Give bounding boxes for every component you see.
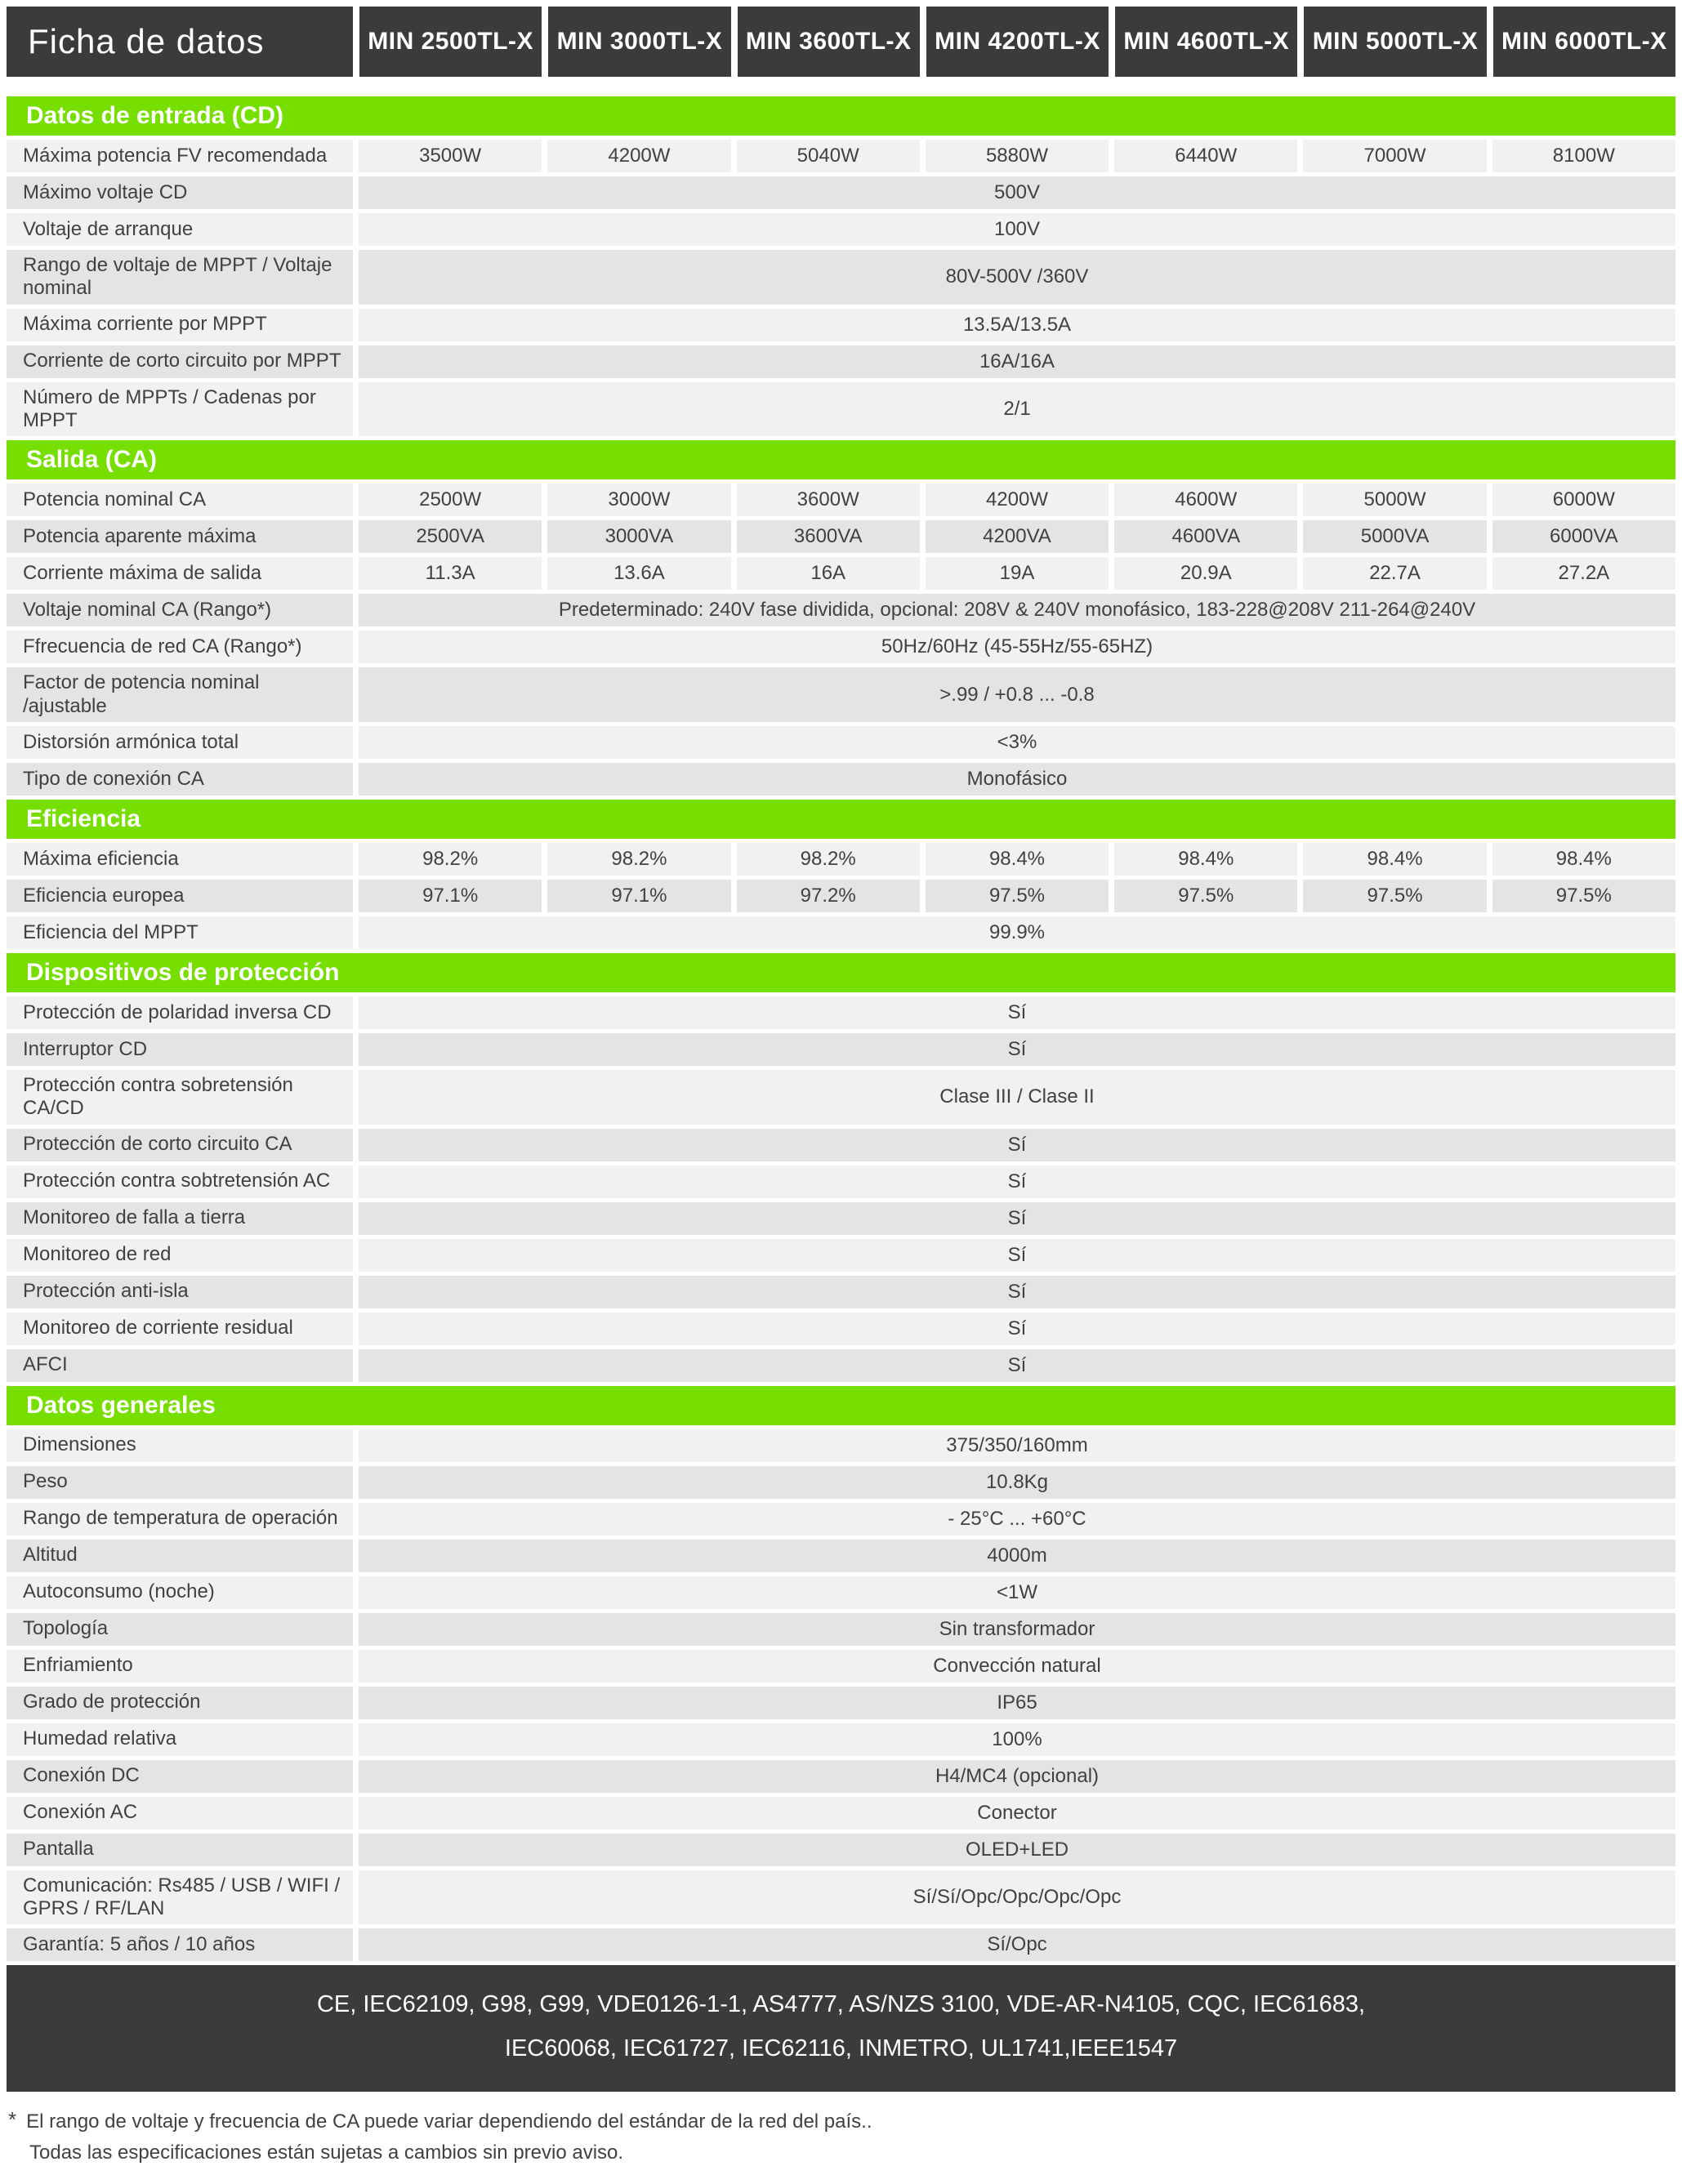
row-label: Rango de temperatura de operación (7, 1503, 353, 1535)
row-value: <3% (359, 726, 1675, 759)
spec-row (7, 176, 1675, 209)
model-value-cell: 8100W (1492, 140, 1675, 172)
row-value: OLED+LED (359, 1834, 1675, 1866)
row-value: 10.8Kg (359, 1466, 1675, 1499)
row-label: Interruptor CD (7, 1033, 353, 1066)
model-value-cell: 3500W (359, 140, 542, 172)
row-value: 50Hz/60Hz (45-55Hz/55-65HZ) (359, 631, 1675, 663)
row-value: 13.5A/13.5A (359, 309, 1675, 341)
certifications-line: IEC60068, IEC61727, IEC62116, INMETRO, UL1741,IEEE1547 (504, 2035, 1178, 2061)
model-value-cell: 11.3A (359, 557, 542, 590)
row-label: Máximo voltaje CD (7, 176, 353, 209)
spec-row (7, 1129, 1675, 1161)
certifications-line: CE, IEC62109, G98, G99, VDE0126-1-1, AS4777, AS/NZS 3100, VDE-AR-N4105, CQC, IEC61683, (316, 1991, 1366, 2018)
spec-row (7, 1466, 1675, 1499)
spec-row (7, 520, 1675, 553)
model-value-cell: 7000W (1303, 140, 1486, 172)
spec-row (7, 1687, 1675, 1719)
model-value-cell: 4200W (926, 484, 1109, 516)
model-value-cell: 19A (926, 557, 1109, 590)
row-label: Dimensiones (7, 1429, 353, 1462)
model-column-header: MIN 5000TL-X (1304, 7, 1486, 77)
model-value-cell: 5040W (737, 140, 920, 172)
row-label: Pantalla (7, 1834, 353, 1866)
model-value-cell: 98.4% (926, 843, 1109, 876)
row-value: Sí/Opc (359, 1928, 1675, 1961)
model-value-cell: 97.5% (1114, 880, 1297, 912)
row-label: Potencia nominal CA (7, 484, 353, 516)
spec-row (7, 1503, 1675, 1535)
section-header: Salida (CA) (7, 440, 1675, 479)
row-label: Número de MPPTs / Cadenas por MPPT (7, 382, 353, 437)
row-value: 99.9% (359, 916, 1675, 949)
spec-row (7, 1928, 1675, 1961)
row-value: <1W (359, 1576, 1675, 1609)
spec-row (7, 557, 1675, 590)
model-value-cell: 2500VA (359, 520, 542, 553)
row-value: Sí/Sí/Opc/Opc/Opc/Opc (359, 1870, 1675, 1925)
row-label: Conexión AC (7, 1797, 353, 1830)
model-value-cell: 4200W (547, 140, 730, 172)
model-value-cell: 98.2% (359, 843, 542, 876)
model-value-cell: 6000W (1492, 484, 1675, 516)
row-label: Corriente máxima de salida (7, 557, 353, 590)
spec-row (7, 880, 1675, 912)
row-label: Monitoreo de falla a tierra (7, 1202, 353, 1235)
spec-row (7, 996, 1675, 1029)
model-value-cell: 16A (737, 557, 920, 590)
row-label: Potencia aparente máxima (7, 520, 353, 553)
spec-row (7, 631, 1675, 663)
spec-row (7, 726, 1675, 759)
spec-row (7, 1760, 1675, 1793)
model-value-cell: 97.5% (926, 880, 1109, 912)
spec-row (7, 594, 1675, 626)
spec-row (7, 1540, 1675, 1572)
row-value: 100V (359, 213, 1675, 246)
spec-row (7, 1576, 1675, 1609)
certifications-bar (7, 1965, 1675, 2092)
row-value: Predeterminado: 240V fase dividida, opcional: 208V & 240V monofásico, 183-228@208V 211-264@240V (359, 594, 1675, 626)
section-header: Eficiencia (7, 800, 1675, 839)
row-cells (359, 520, 1675, 553)
row-label: Eficiencia del MPPT (7, 916, 353, 949)
row-value: H4/MC4 (opcional) (359, 1760, 1675, 1793)
model-value-cell: 97.5% (1492, 880, 1675, 912)
datasheet-header (7, 7, 1675, 77)
model-column-header: MIN 2500TL-X (359, 7, 542, 77)
model-value-cell: 6000VA (1492, 520, 1675, 553)
row-value: Clase III / Clase II (359, 1070, 1675, 1125)
model-value-cell: 98.4% (1114, 843, 1297, 876)
row-label: Corriente de corto circuito por MPPT (7, 345, 353, 378)
spec-row (7, 309, 1675, 341)
model-value-cell: 5000W (1303, 484, 1486, 516)
row-value: 16A/16A (359, 345, 1675, 378)
row-value: Sí (359, 996, 1675, 1029)
row-label: Protección anti-isla (7, 1276, 353, 1308)
model-value-cell: 3000W (547, 484, 730, 516)
model-value-cell: 97.1% (547, 880, 730, 912)
spec-row (7, 1276, 1675, 1308)
row-label: Conexión DC (7, 1760, 353, 1793)
model-column-header: MIN 3000TL-X (548, 7, 730, 77)
spec-row (7, 1613, 1675, 1646)
row-value: Conector (359, 1797, 1675, 1830)
row-value: Sí (359, 1202, 1675, 1235)
spec-row (7, 1797, 1675, 1830)
row-value: Sí (359, 1129, 1675, 1161)
row-cells (359, 843, 1675, 876)
spec-row (7, 345, 1675, 378)
model-value-cell: 3600W (737, 484, 920, 516)
model-column-header: MIN 4200TL-X (926, 7, 1109, 77)
row-label: Voltaje de arranque (7, 213, 353, 246)
row-label: Humedad relativa (7, 1723, 353, 1756)
model-value-cell: 97.2% (737, 880, 920, 912)
spec-row (7, 667, 1675, 722)
spec-row (7, 484, 1675, 516)
row-cells (359, 557, 1675, 590)
row-label: Grado de protección (7, 1687, 353, 1719)
row-label: Topología (7, 1613, 353, 1646)
model-column-header: MIN 4600TL-X (1115, 7, 1297, 77)
row-label: Máxima eficiencia (7, 843, 353, 876)
row-value: Monofásico (359, 763, 1675, 796)
model-value-cell: 4200VA (926, 520, 1109, 553)
model-value-cell: 20.9A (1114, 557, 1297, 590)
spec-row (7, 1202, 1675, 1235)
row-label: Rango de voltaje de MPPT / Voltaje nominal (7, 250, 353, 305)
spec-row (7, 1650, 1675, 1683)
spec-row (7, 843, 1675, 876)
spec-row (7, 1429, 1675, 1462)
row-value: >.99 / +0.8 ... -0.8 (359, 667, 1675, 722)
row-label: Monitoreo de corriente residual (7, 1313, 353, 1345)
row-cells (359, 880, 1675, 912)
spec-row (7, 1070, 1675, 1125)
model-value-cell: 27.2A (1492, 557, 1675, 590)
spec-row (7, 382, 1675, 437)
row-label: Peso (7, 1466, 353, 1499)
row-label: Monitoreo de red (7, 1239, 353, 1272)
spec-row (7, 1870, 1675, 1925)
row-value: Sí (359, 1276, 1675, 1308)
model-value-cell: 98.4% (1492, 843, 1675, 876)
model-value-cell: 22.7A (1303, 557, 1486, 590)
row-label: Distorsión armónica total (7, 726, 353, 759)
row-label: Autoconsumo (noche) (7, 1576, 353, 1609)
footnote-line (8, 2106, 1667, 2137)
model-value-cell: 97.1% (359, 880, 542, 912)
model-value-cell: 4600W (1114, 484, 1297, 516)
row-label: Factor de potencia nominal /ajustable (7, 667, 353, 722)
row-label: Tipo de conexión CA (7, 763, 353, 796)
row-label: Enfriamiento (7, 1650, 353, 1683)
model-value-cell: 98.2% (737, 843, 920, 876)
row-label: Protección de corto circuito CA (7, 1129, 353, 1161)
spec-row (7, 1349, 1675, 1382)
spec-row (7, 250, 1675, 305)
model-value-cell: 6440W (1114, 140, 1297, 172)
spec-row (7, 140, 1675, 172)
spec-row (7, 213, 1675, 246)
row-value: - 25°C ... +60°C (359, 1503, 1675, 1535)
row-value: 2/1 (359, 382, 1675, 437)
row-label: Protección contra sobretensión CA/CD (7, 1070, 353, 1125)
row-value: 100% (359, 1723, 1675, 1756)
row-value: 4000m (359, 1540, 1675, 1572)
model-value-cell: 4600VA (1114, 520, 1297, 553)
spec-row (7, 1239, 1675, 1272)
spec-row (7, 763, 1675, 796)
row-cells (359, 140, 1675, 172)
row-label: Comunicación: Rs485 / USB / WIFI / GPRS / RF/LAN (7, 1870, 353, 1925)
row-label: Máxima corriente por MPPT (7, 309, 353, 341)
asterisk-marker: * (8, 2107, 17, 2133)
page-title: Ficha de datos (7, 7, 353, 77)
row-label: Garantía: 5 años / 10 años (7, 1928, 353, 1961)
model-column-header: MIN 3600TL-X (738, 7, 920, 77)
row-label: Ffrecuencia de red CA (Rango*) (7, 631, 353, 663)
model-value-cell: 5000VA (1303, 520, 1486, 553)
model-value-cell: 2500W (359, 484, 542, 516)
model-value-cell: 97.5% (1303, 880, 1486, 912)
model-value-cell: 5880W (926, 140, 1109, 172)
section-header: Dispositivos de protección (7, 953, 1675, 992)
row-label: Eficiencia europea (7, 880, 353, 912)
row-value: Sí (359, 1239, 1675, 1272)
row-label: Protección contra sobtretensión AC (7, 1166, 353, 1198)
spec-row (7, 1166, 1675, 1198)
spec-row (7, 1723, 1675, 1756)
row-value: Sí (359, 1033, 1675, 1066)
row-value: Sí (359, 1313, 1675, 1345)
row-value: 375/350/160mm (359, 1429, 1675, 1462)
section-header: Datos generales (7, 1386, 1675, 1425)
row-label: Protección de polaridad inversa CD (7, 996, 353, 1029)
row-value: 80V-500V /360V (359, 250, 1675, 305)
row-cells (359, 484, 1675, 516)
footnote (7, 2103, 1675, 2183)
model-value-cell: 98.4% (1303, 843, 1486, 876)
spec-row (7, 916, 1675, 949)
model-column-header: MIN 6000TL-X (1493, 7, 1675, 77)
row-value: Sí (359, 1166, 1675, 1198)
row-label: AFCI (7, 1349, 353, 1382)
row-value: 500V (359, 176, 1675, 209)
spec-row (7, 1033, 1675, 1066)
model-value-cell: 3000VA (547, 520, 730, 553)
model-value-cell: 13.6A (547, 557, 730, 590)
spec-row (7, 1834, 1675, 1866)
section-header: Datos de entrada (CD) (7, 96, 1675, 136)
row-value: Sí (359, 1349, 1675, 1382)
row-value: Sin transformador (359, 1613, 1675, 1646)
spec-table (7, 96, 1675, 1961)
spec-row (7, 1313, 1675, 1345)
row-label: Máxima potencia FV recomendada (7, 140, 353, 172)
row-label: Altitud (7, 1540, 353, 1572)
footnote-text: Todas las especificaciones están sujetas a cambios sin previo aviso. (29, 2141, 624, 2164)
model-value-cell: 3600VA (737, 520, 920, 553)
row-value: IP65 (359, 1687, 1675, 1719)
row-label: Voltaje nominal CA (Rango*) (7, 594, 353, 626)
row-value: Convección natural (359, 1650, 1675, 1683)
footnote-text: El rango de voltaje y frecuencia de CA puede variar dependiendo del estándar de la red del país.. (26, 2110, 872, 2133)
model-value-cell: 98.2% (547, 843, 730, 876)
